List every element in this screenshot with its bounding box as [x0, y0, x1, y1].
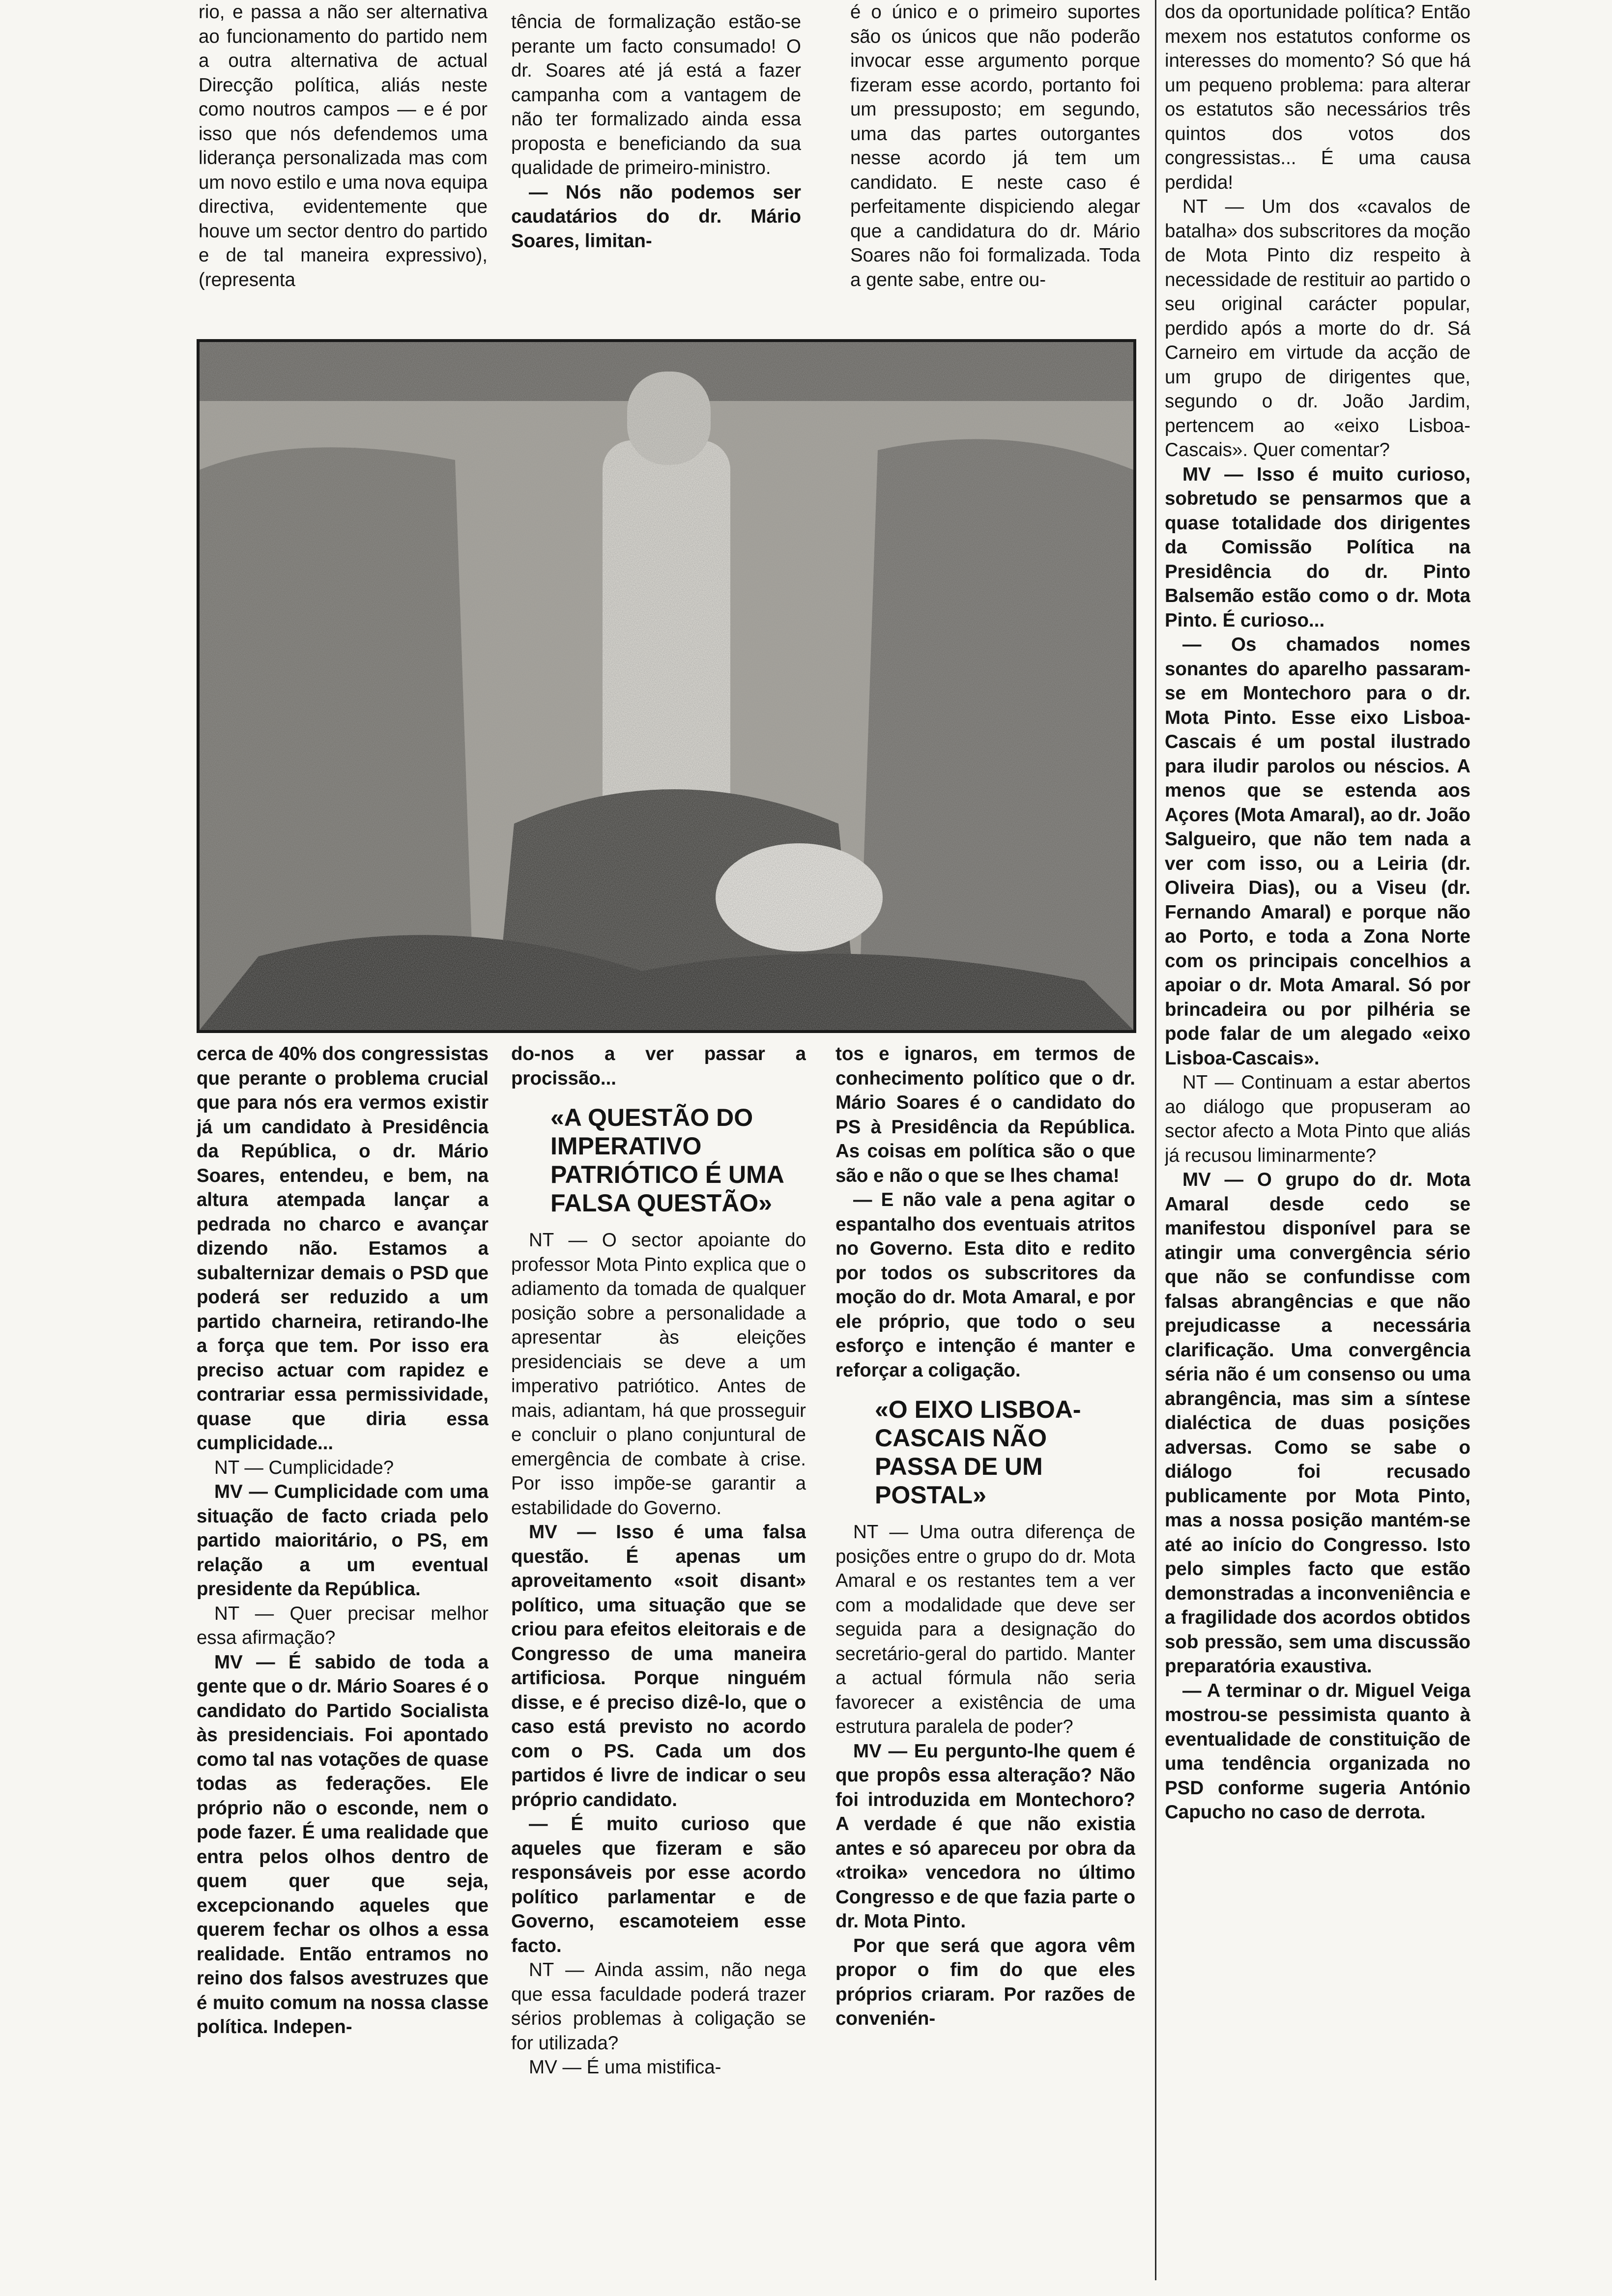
photograph-image [200, 342, 1133, 1030]
paragraph: NT — Uma outra diferença de posições entre o grupo do dr. Mota Amaral e os restantes tem a ver com a modalidade que deve ser seguida para a designação do secretário-geral do partido. Manter a actual fórmula não seria favorecer a existência de uma estrutura paralela de poder? [835, 1521, 1135, 1737]
paragraph: — Os chamados nomes sonantes do aparelho passaram-se em Montechoro para o dr. Mota Pinto. Esse eixo Lisboa-Cascais é um postal ilustrado para iludir parolos ou néscios. A menos que se estenda aos Açores (Mota Amaral), ao dr. João Salgueiro, que não tem nada a ver com isso, ou a Leiria (dr. Oliveira Dias), ou a Viseu (dr. Fernando Amaral) e porque não ao Porto, e toda a Zona Norte com os principais concelhios a apoiar o dr. Mota Amaral. Só por brincadeira ou por pilhéria se pode falar de um alegado «eixo Lisboa-Cascais». [1165, 634, 1470, 1069]
paragraph: NT — Ainda assim, não nega que essa faculdade poderá trazer sérios problemas à coligação se for utilizada? [511, 1959, 806, 2054]
paragraph: dos da oportunidade política? Então mexem nos estatutos conforme os interesses do momento? Só que há um pequeno problema: para alterar os estatutos são necessários três quintos dos votos dos congressistas... É uma causa perdida! [1165, 1, 1470, 193]
paragraph: MV — Cumplicidade com uma situação de facto criada pelo partido maioritário, o PS, em relação a um eventual presidente da República. [197, 1481, 489, 1600]
right-column [1165, 0, 1470, 2280]
upper-column-1 [199, 0, 488, 328]
photograph [197, 339, 1136, 1033]
upper-column-3 [850, 0, 1140, 328]
lower-column-3 [835, 1042, 1135, 2280]
paragraph: NT — Continuam a estar abertos ao diálogo que propuseram ao sector afecto a Mota Pinto que aliás já recusou liminarmente? [1165, 1072, 1470, 1166]
paragraph: tos e ignaros, em termos de conhecimento político que o dr. Mário Soares é o candidato do PS à Presidência da República. As coisas em política são o que são e não o que se lhes chama! [835, 1043, 1135, 1186]
paragraph: NT — Cumplicidade? [214, 1457, 394, 1478]
paragraph: Por que será que agora vêm propor o fim do que eles próprios criaram. Por razões de convenién- [835, 1935, 1135, 2029]
paragraph: é o único e o primeiro suportes são os únicos que não poderão invocar esse argumento porque fizeram esse acordo, portanto foi um pressuposto; em segundo, uma das partes outorgantes nesse acordo já tem um candidato. E neste caso é perfeitamente dispiciendo alegar que a candidatura do dr. Mário Soares não foi formalizada. Toda a gente sabe, entre ou- [850, 1, 1140, 290]
paragraph: MV — É uma mistifica- [529, 2057, 721, 2078]
lower-column-1 [197, 1042, 489, 2280]
paragraph: do-nos a ver passar a procissão... [511, 1043, 806, 1089]
paragraph: rio, e passa a não ser alternativa ao funcionamento do partido nem a outra alternativa de actual Direcção política, aliás neste como noutros campos — e é por isso que nós defendemos uma liderança personalizada mas com um novo estilo e uma nova equipa directiva, evidentemente que houve um sector dentro do partido e de tal maneira expressivo), (representa [199, 1, 488, 290]
paragraph: MV — Eu pergunto-lhe quem é que propôs essa alteração? Não foi introduzida em Montechoro? A verdade é que não existia antes e só apareceu por obra da «troika» vencedora no último Congresso e de que fazia parte o dr. Mota Pinto. [835, 1740, 1135, 1932]
paragraph: MV — É sabido de toda a gente que o dr. Mário Soares é o candidato do Partido Socialista às presidenciais. Foi apontado como tal nas votações de quase todas as federações. Ele próprio não o esconde, nem o pode fazer. É uma realidade que entra pelos olhos dentro de quem quer que seja, excepcionando aqueles que querem fechar os olhos a essa realidade. Então entramos no reino dos falsos avestruzes que é muito comum na nossa classe política. Indepen- [197, 1651, 489, 2038]
paragraph: NT — Um dos «cavalos de batalha» dos subscritores da moção de Mota Pinto diz respeito à necessidade de restituir ao partido o seu original carácter popular, perdido após a morte do dr. Sá Carneiro em virtude da acção de um grupo de dirigentes que, segundo o dr. João Jardim, pertencem ao «eixo Lisboa-Cascais». Quer comentar? [1165, 196, 1470, 460]
upper-column-2 [511, 10, 801, 328]
paragraph: MV — Isso é uma falsa questão. É apenas um aproveitamento «soit disant» político, uma situação que se criou para efeitos eleitorais e de Congresso de uma maneira artificiosa. Porque ninguém disse, e é preciso dizê-lo, que o caso está previsto no acordo com o PS. Cada um dos partidos é livre de indicar o seu próprio candidato. [511, 1521, 806, 1810]
paragraph: — É muito curioso que aqueles que fizeram e são responsáveis por esse acordo político parlamentar e de Governo, escamoteiem esse facto. [511, 1813, 806, 1956]
section-headline: «A QUESTÃO DO IMPERATIVO PATRIÓTICO É UMA FALSA QUESTÃO» [550, 1104, 784, 1217]
paragraph: cerca de 40% dos congressistas que perante o problema crucial que para nós era vermos existir já um candidato à Presidência da República, o dr. Mário Soares, entendeu, e bem, na altura atempada lançar a pedrada no charco e avançar dizendo não. Estamos a subalternizar demais o PSD que poderá ser reduzido a um partido charneira, retirando-lhe a força que tem. Por isso era preciso actuar com rapidez e contrariar essa permissividade, quase que diria essa cumplicidade... [197, 1043, 489, 1454]
section-headline: «O EIXO LISBOA-CASCAIS NÃO PASSA DE UM POSTAL» [875, 1396, 1081, 1509]
column-divider [1155, 0, 1156, 2280]
paragraph: — E não vale a pena agitar o espantalho dos eventuais atritos no Governo. Esta dito e redito por todos os subscritores da moção do dr. Mota Amaral, e por ele próprio, que todo o seu esforço e intenção é manter e reforçar a coligação. [835, 1189, 1135, 1381]
paragraph: MV — O grupo do dr. Mota Amaral desde cedo se manifestou disponível para se atingir uma convergência sério que não se confundisse com falsas abrangências e que não prejudicasse a necessária clarificação. Uma convergência séria não é um consenso ou uma abrangência, mas sim a síntese dialéctica de duas posições adversas. Como se sabe o diálogo foi recusado publicamente por Mota Pinto, mas a nossa posição mantém-se até ao início do Congresso. Isto pelo simples facto que estão demonstradas a inconveniência e a fragilidade dos acordos obtidos sob pressão, sem uma discussão preparatória exaustiva. [1165, 1169, 1470, 1677]
paragraph: NT — O sector apoiante do professor Mota Pinto explica que o adiamento da tomada de qualquer posição sobre a personalidade a apresentar às eleições presidenciais se deve a um imperativo patriótico. Antes de mais, adiantam, há que prosseguir e concluir o plano conjuntural de emergência de combate à crise. Por isso impõe-se garantir a estabilidade do Governo. [511, 1230, 806, 1519]
paragraph: NT — Quer precisar melhor essa afirmação? [197, 1603, 489, 1648]
lower-column-2 [511, 1042, 806, 2280]
paragraph: — Nós não podemos ser caudatários do dr. Mário Soares, limitan- [511, 181, 801, 252]
paragraph: tência de formalização estão-se perante um facto consumado! O dr. Soares até já está a fazer campanha com a vantagem de não ter formalizado ainda essa proposta e beneficiando da sua qualidade de primeiro-ministro. [511, 11, 801, 178]
paragraph: — A terminar o dr. Miguel Veiga mostrou-se pessimista quanto à eventualidade de constituição de uma tendência organizada no PSD conforme sugeria António Capucho no caso de derrota. [1165, 1680, 1470, 1823]
paragraph: MV — Isso é muito curioso, sobretudo se pensarmos que a quase totalidade dos dirigentes da Comissão Política na Presidência do dr. Pinto Balsemão estão como o dr. Mota Pinto. É curioso... [1165, 463, 1470, 631]
